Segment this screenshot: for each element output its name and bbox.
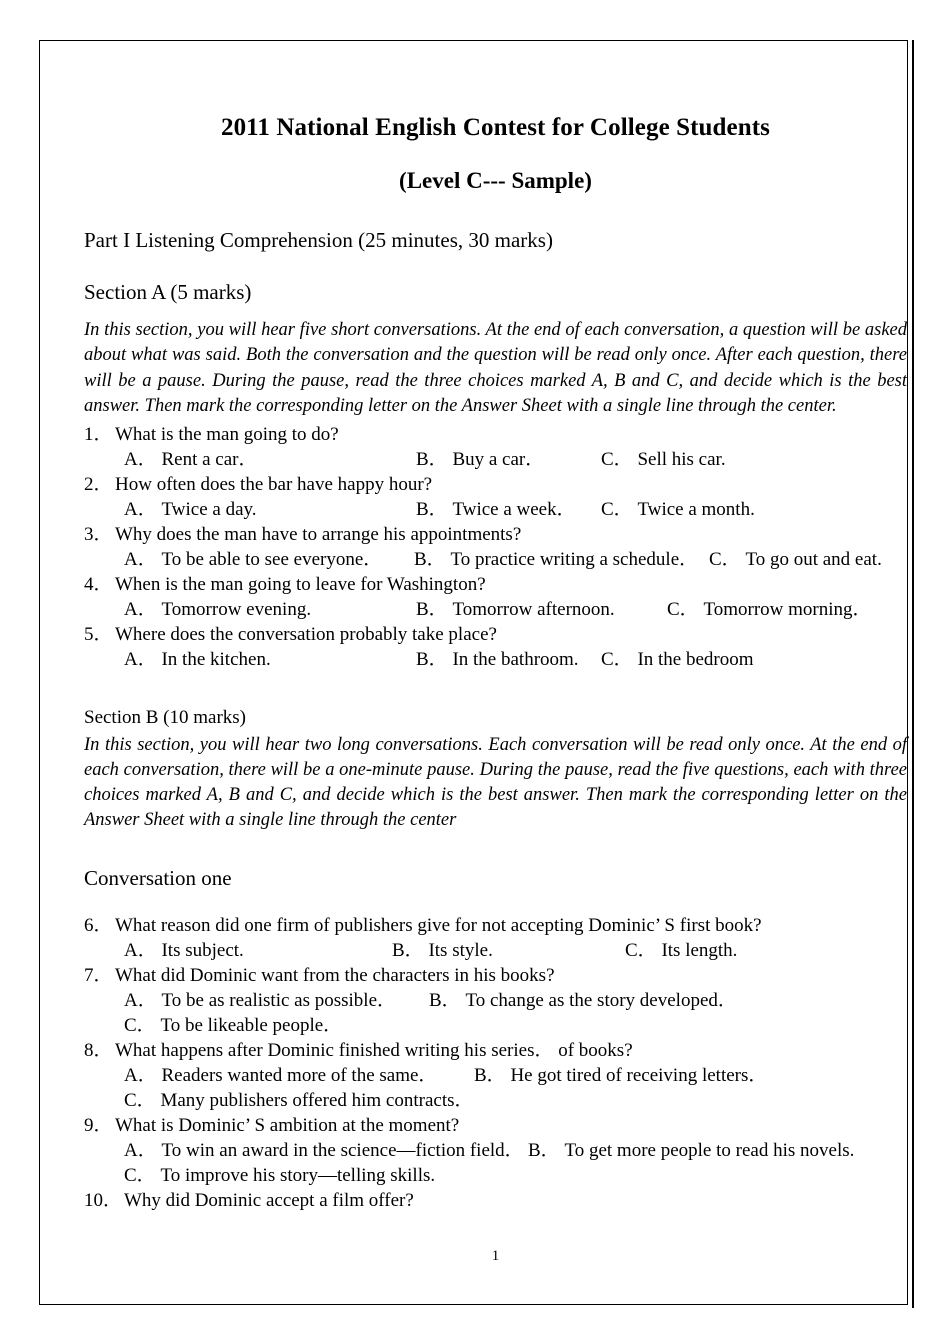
option-label: A． — [124, 498, 157, 520]
option-a[interactable] — [124, 938, 244, 963]
option-label: C． — [601, 448, 633, 470]
question-5 — [84, 622, 907, 672]
option-b[interactable] — [528, 1138, 854, 1163]
option-text: In the kitchen. — [161, 648, 271, 670]
question-8 — [84, 1038, 907, 1113]
question-2 — [84, 472, 907, 522]
option-text: Tomorrow morning． — [703, 598, 872, 620]
option-text: Sell his car. — [637, 448, 726, 470]
option-text: Twice a month. — [637, 498, 755, 520]
option-label: B． — [416, 448, 448, 470]
option-text: He got tired of receiving letters． — [510, 1064, 768, 1086]
option-label: A． — [124, 989, 157, 1011]
option-b[interactable] — [414, 547, 698, 572]
option-label: C． — [124, 1014, 156, 1036]
option-text: Its length. — [661, 939, 738, 961]
option-text: Twice a week． — [452, 498, 576, 520]
option-label: C． — [601, 498, 633, 520]
option-text: Twice a day. — [161, 498, 257, 520]
option-row — [84, 447, 907, 472]
option-row — [84, 938, 907, 963]
option-label: A． — [124, 598, 157, 620]
question-stem — [84, 1188, 907, 1213]
option-c[interactable] — [124, 1013, 342, 1038]
question-stem — [84, 622, 907, 647]
question-number: 6． — [84, 914, 113, 936]
option-label: C． — [124, 1164, 156, 1186]
question-text: How often does the bar have happy hour? — [115, 473, 433, 495]
option-text: To improve his story—telling skills. — [160, 1164, 436, 1186]
question-10 — [84, 1188, 907, 1213]
question-stem — [84, 913, 907, 938]
question-stem — [84, 1038, 907, 1063]
option-text: To change as the story developed． — [465, 989, 737, 1011]
question-stem — [84, 472, 907, 497]
option-text: To practice writing a schedule． — [450, 548, 699, 570]
question-number: 4． — [84, 573, 113, 595]
option-text: To win an award in the science—fiction field． — [161, 1139, 524, 1161]
question-stem — [84, 522, 907, 547]
option-row — [84, 647, 907, 672]
option-row — [84, 497, 907, 522]
option-label: A． — [124, 448, 157, 470]
page-border-outer-rule — [912, 40, 914, 1308]
option-row — [84, 988, 907, 1013]
question-stem — [84, 963, 907, 988]
section-a-instructions: In this section, you will hear five short conversations. At the end of each conversation, a question will be asked about what was said. Both the conversation and the question will be read only once. After each question, there will be a pause. During the pause, read the three choices marked A, B and C, and decide which is the best answer. Then mark the corresponding letter on the Answer Sheet with a single line through the center. — [84, 320, 907, 416]
question-number: 9． — [84, 1114, 113, 1136]
question-stem — [84, 572, 907, 597]
page-title: 2011 National English Contest for College Students — [220, 114, 771, 141]
question-1 — [84, 419, 907, 472]
page-subtitle: (Level C--- Sample) — [399, 168, 592, 193]
option-label: A． — [124, 548, 157, 570]
option-c[interactable] — [625, 938, 737, 963]
document-content — [84, 40, 907, 1305]
option-label: C． — [625, 939, 657, 961]
question-text: Why did Dominic accept a film offer? — [124, 1189, 414, 1211]
option-a[interactable] — [124, 988, 396, 1013]
section-a-heading: Section A (5 marks) — [84, 279, 252, 304]
section-b-instructions: In this section, you will hear two long conversations. Each conversation will be read only once. At the end of each conversation, there will be a one-minute pause. During the pause, read the five questions, each with three choices marked A, B and C, and decide which is the best answer. Then mark the corresponding letter on the Answer Sheet with a single line through the center — [84, 734, 907, 831]
question-text: When is the man going to leave for Washington? — [115, 573, 486, 595]
option-label: C． — [667, 598, 699, 620]
option-label: B． — [416, 648, 448, 670]
question-number: 10． — [84, 1189, 123, 1211]
option-b[interactable] — [392, 938, 493, 963]
question-text: What is Dominic’ S ambition at the moment? — [115, 1114, 460, 1136]
option-label: A． — [124, 1139, 157, 1161]
option-label: B． — [416, 498, 448, 520]
option-text: In the bathroom. — [452, 648, 579, 670]
option-b[interactable] — [474, 1063, 767, 1088]
option-row — [84, 597, 907, 622]
option-text: Its style. — [428, 939, 493, 961]
question-3 — [84, 522, 907, 572]
option-text: To be able to see everyone． — [161, 548, 383, 570]
option-a[interactable] — [124, 547, 382, 572]
option-label: B． — [528, 1139, 560, 1161]
option-b[interactable] — [416, 447, 544, 472]
option-text: Many publishers offered him contracts． — [160, 1089, 474, 1111]
option-text: Buy a car． — [452, 448, 545, 470]
option-text: To get more people to read his novels. — [564, 1139, 855, 1161]
option-b[interactable] — [416, 497, 576, 522]
option-c[interactable] — [601, 447, 726, 472]
option-text: In the bedroom — [637, 648, 754, 670]
option-c[interactable] — [601, 497, 755, 522]
section-b-heading: Section B (10 marks) — [84, 706, 247, 728]
option-text: Rent a car． — [161, 448, 258, 470]
question-text: What did Dominic want from the characters in his books? — [115, 964, 555, 986]
question-stem — [84, 1113, 907, 1138]
option-label: A． — [124, 939, 157, 961]
part-one-heading: Part I Listening Comprehension (25 minutes, 30 marks) — [84, 227, 553, 252]
option-b[interactable] — [429, 988, 737, 1013]
option-a[interactable] — [124, 1138, 524, 1163]
option-label: A． — [124, 1064, 157, 1086]
option-a[interactable] — [124, 597, 311, 622]
question-text: Where does the conversation probably take place? — [115, 623, 497, 645]
option-row — [84, 1163, 907, 1188]
option-c[interactable] — [124, 1163, 435, 1188]
option-text: To be likeable people． — [160, 1014, 343, 1036]
option-a[interactable] — [124, 447, 258, 472]
question-text: Why does the man have to arrange his appointments? — [115, 523, 522, 545]
option-c[interactable] — [667, 597, 872, 622]
question-stem — [84, 422, 907, 447]
option-c[interactable] — [601, 647, 754, 672]
question-text: What happens after Dominic finished writing his series． of books? — [115, 1039, 633, 1061]
option-row — [84, 1138, 907, 1163]
option-text: To go out and eat. — [745, 548, 882, 570]
option-c[interactable] — [124, 1088, 474, 1113]
option-b[interactable] — [416, 647, 579, 672]
option-label: C． — [124, 1089, 156, 1111]
question-number: 8． — [84, 1039, 113, 1061]
question-9 — [84, 1113, 907, 1188]
question-text: What is the man going to do? — [115, 423, 339, 445]
question-number: 5． — [84, 623, 113, 645]
option-text: Readers wanted more of the same． — [161, 1064, 438, 1086]
option-row — [84, 1088, 907, 1113]
option-a[interactable] — [124, 647, 271, 672]
conversation-one-heading: Conversation one — [84, 866, 232, 891]
option-label: A． — [124, 648, 157, 670]
option-label: B． — [429, 989, 461, 1011]
page-number: 1 — [491, 1248, 500, 1264]
option-row — [84, 1063, 907, 1088]
question-6 — [84, 892, 907, 963]
question-number: 3． — [84, 523, 113, 545]
question-text: What reason did one firm of publishers give for not accepting Dominic’ S first book? — [115, 914, 762, 936]
option-row — [84, 547, 907, 572]
question-4 — [84, 572, 907, 622]
section-a-question-list — [84, 419, 907, 672]
question-number: 2． — [84, 473, 113, 495]
option-label: B． — [392, 939, 424, 961]
question-7 — [84, 963, 907, 1038]
option-a[interactable] — [124, 1063, 437, 1088]
option-text: To be as realistic as possible． — [161, 989, 397, 1011]
option-label: B． — [474, 1064, 506, 1086]
option-text: Its subject. — [161, 939, 244, 961]
option-label: C． — [601, 648, 633, 670]
option-b[interactable] — [416, 597, 615, 622]
question-number: 1． — [84, 423, 113, 445]
option-text: Tomorrow afternoon. — [452, 598, 615, 620]
option-label: C． — [709, 548, 741, 570]
option-label: B． — [414, 548, 446, 570]
option-c[interactable] — [709, 547, 882, 572]
option-label: B． — [416, 598, 448, 620]
section-b-question-list — [84, 892, 907, 1213]
question-number: 7． — [84, 964, 113, 986]
option-a[interactable] — [124, 497, 257, 522]
option-text: Tomorrow evening. — [161, 598, 312, 620]
option-row — [84, 1013, 907, 1038]
